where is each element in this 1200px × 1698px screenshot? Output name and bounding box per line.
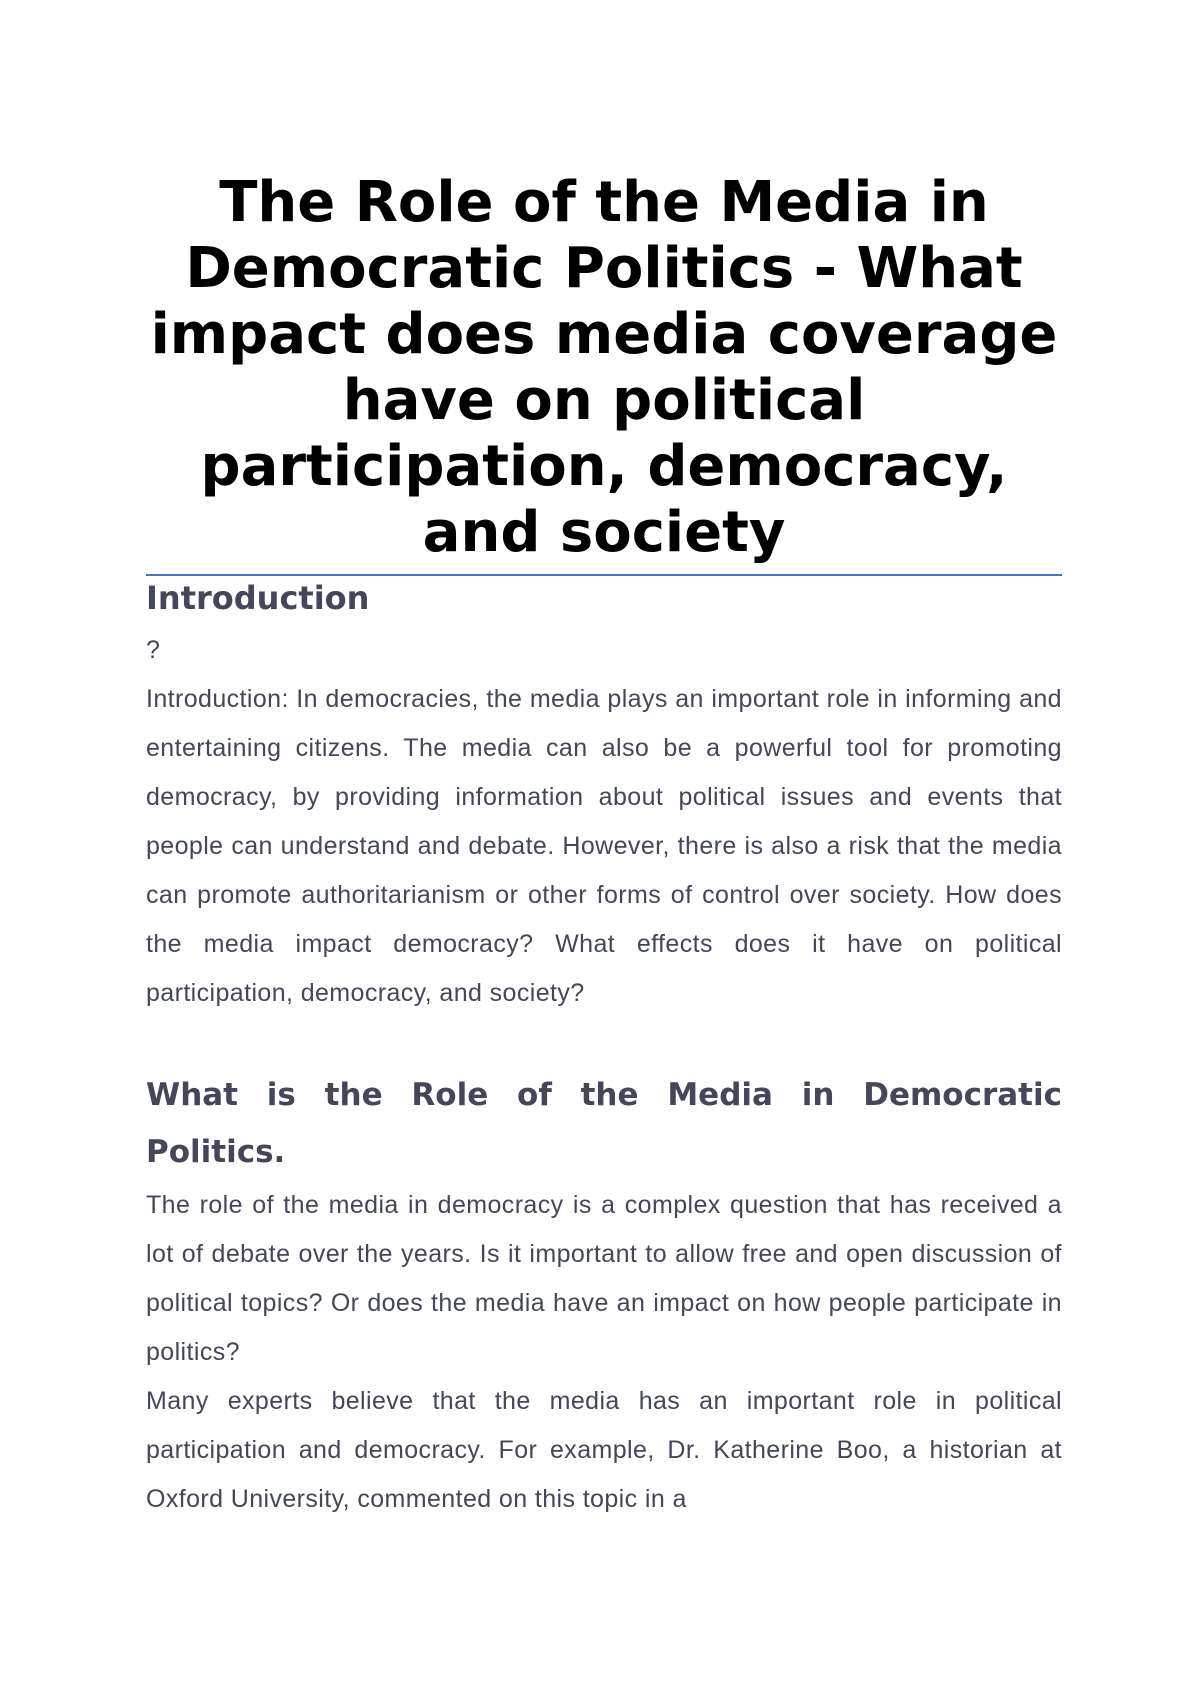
question-mark-placeholder: ? [146,636,161,664]
section-heading-introduction: Introduction [146,579,370,617]
section-heading-role-of-media: What is the Role of the Media in Democratic Politics. [146,1077,1062,1170]
paragraph-role-of-media-1: The role of the media in democracy is a complex question that has received a lot of debate over the years. Is it important to allow free and open discussion of political topics? Or does the media have an impact on how people participate in politics? [146,1191,1062,1366]
title-divider [146,574,1062,576]
paragraph-introduction: Introduction: In democracies, the media plays an important role in informing and entertaining citizens. The media can also be a powerful tool for promoting democracy, by providing information about political issues and events that people can understand and debate. However, there is also a risk that the media can promote authoritarianism or other forms of control over society. How does the media impact democracy? What effects does it have on political participation, democracy, and society? [146,685,1062,1007]
document-title: The Role of the Media in Democratic Politics - What impact does media coverage have on political participation, democracy, and society [150,170,1058,565]
document-page [146,0,1062,1698]
paragraph-role-of-media-2: Many experts believe that the media has an important role in political participation and democracy. For example, Dr. Katherine Boo, a historian at Oxford University, commented on this topic in a [146,1387,1062,1513]
